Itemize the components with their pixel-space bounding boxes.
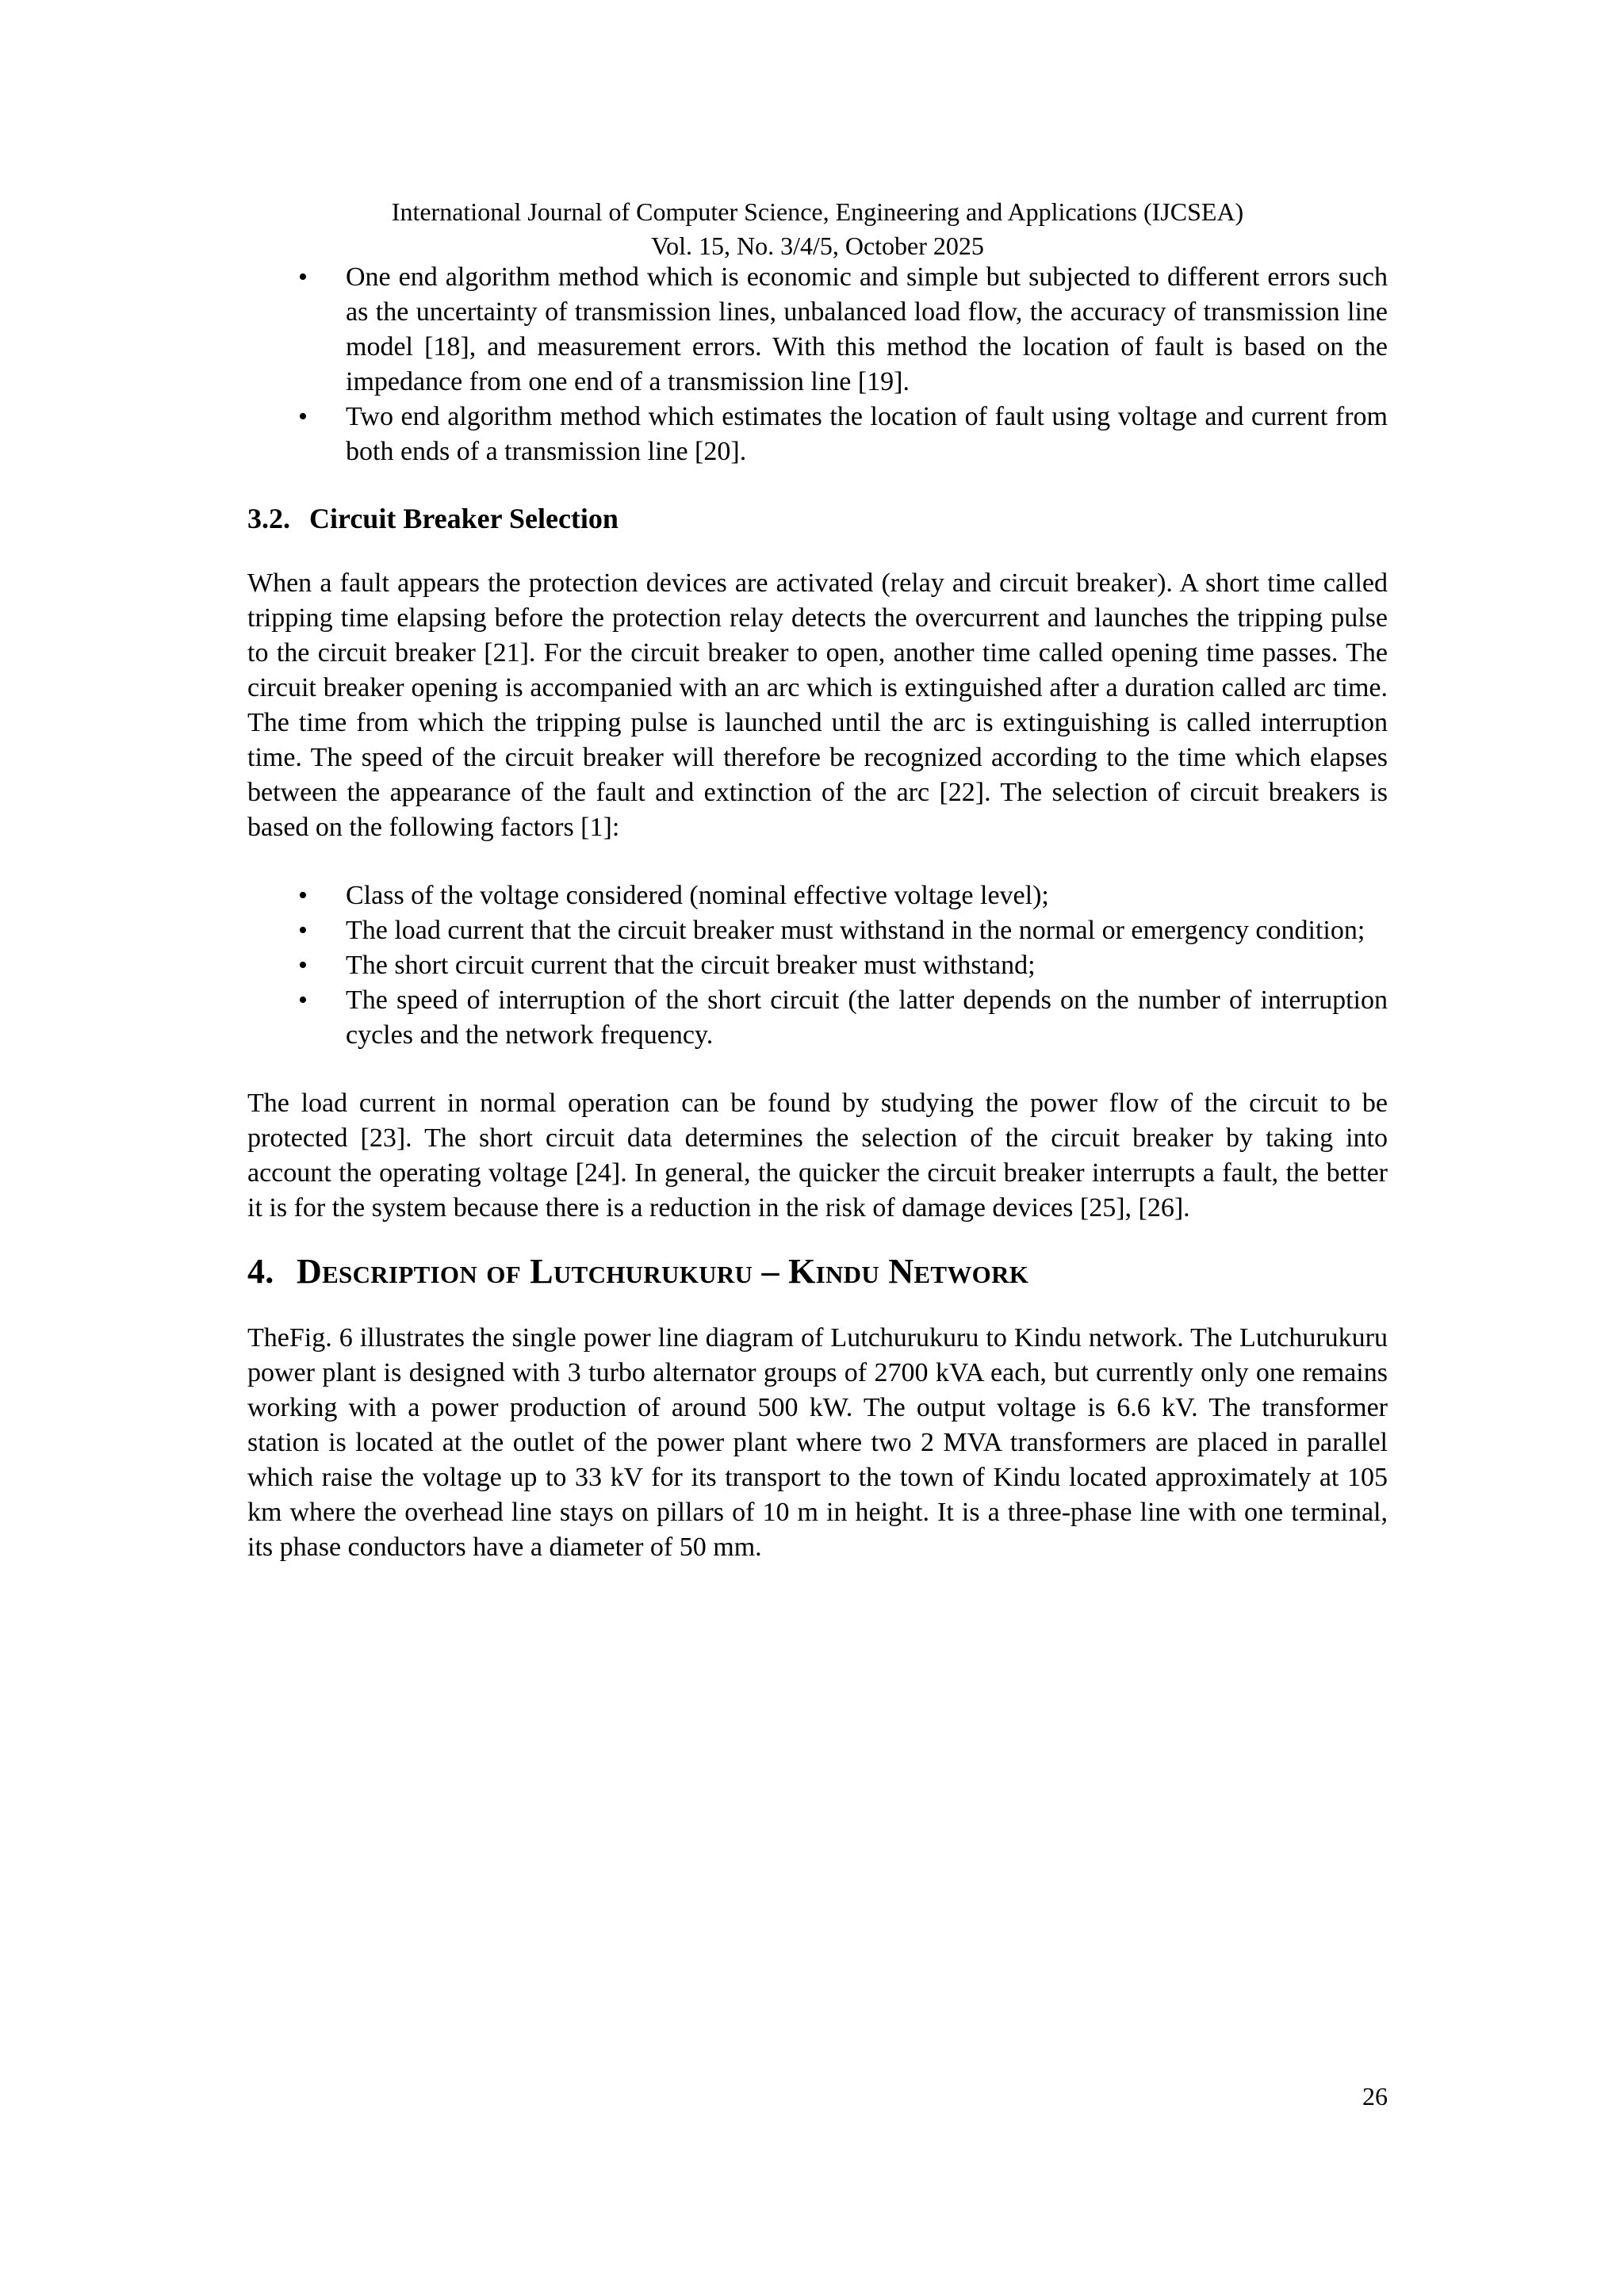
fault-location-methods-list	[247, 260, 1388, 469]
bullet-icon: •	[298, 916, 308, 945]
list-item-text: Class of the voltage considered (nominal effective voltage level);	[346, 881, 1049, 910]
section-heading-3-2	[247, 501, 1388, 536]
bullet-icon: •	[298, 985, 308, 1015]
paragraph: The load current in normal operation can be found by studying the power flow of the circuit to be protected [23]. The short circuit data determines the selection of the circuit breaker by taking into account the operating voltage [24]. In general, the quicker the circuit breaker interrupts a fault, the better it is for the system because there is a reduction in the risk of damage devices [25], [26].	[247, 1089, 1388, 1223]
paragraph: When a fault appears the protection devices are activated (relay and circuit breaker). A short time called tripping time elapsing before the protection relay detects the overcurrent and launches the tripping pulse to the circuit breaker [21]. For the circuit breaker to open, another time called opening time passes. The circuit breaker opening is accompanied with an arc which is extinguished after a duration called arc time. The time from which the tripping pulse is launched until the arc is extinguishing is called interruption time. The speed of the circuit breaker will therefore be recognized according to the time which elapses between the appearance of the fault and extinction of the arc [22]. The selection of circuit breakers is based on the following factors [1]:	[247, 568, 1388, 842]
bullet-icon: •	[298, 402, 308, 431]
list-item-text: Two end algorithm method which estimates the location of fault using voltage and current from both ends of a transmission line [20].	[346, 402, 1388, 466]
list-item	[247, 983, 1388, 1053]
paragraph: TheFig. 6 illustrates the single power line diagram of Lutchurukuru to Kindu network. The Lutchurukuru power plant is designed with 3 turbo alternator groups of 2700 kVA each, but currently only one remains working with a power production of around 500 kW. The output voltage is 6.6 kV. The transformer station is located at the outlet of the power plant where two 2 MVA transformers are placed in parallel which raise the voltage up to 33 kV for its transport to the town of Kindu located approximately at 105 km where the overhead line stays on pillars of 10 m in height. It is a three-phase line with one terminal, its phase conductors have a diameter of 50 mm.	[247, 1323, 1388, 1562]
list-item	[247, 878, 1388, 913]
journal-header	[247, 195, 1388, 263]
bullet-icon: •	[298, 951, 308, 980]
section-heading-4	[247, 1249, 1388, 1294]
section-title: Description of Lutchurukuru – Kindu Network	[297, 1252, 1029, 1291]
journal-volume: Vol. 15, No. 3/4/5, October 2025	[651, 232, 984, 260]
page-number: 26	[1362, 2082, 1388, 2110]
list-item	[247, 400, 1388, 469]
list-item	[247, 948, 1388, 983]
page-content	[247, 260, 1388, 1565]
bullet-icon: •	[298, 881, 308, 910]
list-item-text: One end algorithm method which is economic and simple but subjected to different errors such as the uncertainty of transmission lines, unbalanced load flow, the accuracy of transmission line model [18], and measurement errors. With this method the location of fault is based on the impedance from one end of a transmission line [19].	[346, 262, 1388, 396]
list-item-text: The speed of interruption of the short circuit (the latter depends on the number of interruption cycles and the network frequency.	[346, 985, 1388, 1050]
breaker-selection-factors-list	[247, 878, 1388, 1053]
list-item-text: The short circuit current that the circuit breaker must withstand;	[346, 951, 1036, 980]
list-item	[247, 913, 1388, 948]
list-item-text: The load current that the circuit breaker must withstand in the normal or emergency condition;	[346, 916, 1365, 945]
section-number: 4.	[247, 1252, 274, 1291]
section-title: Circuit Breaker Selection	[309, 503, 619, 534]
bullet-icon: •	[298, 262, 308, 292]
journal-name: International Journal of Computer Science, Engineering and Applications (IJCSEA)	[391, 197, 1244, 226]
section-number: 3.2.	[247, 503, 290, 534]
list-item	[247, 260, 1388, 400]
